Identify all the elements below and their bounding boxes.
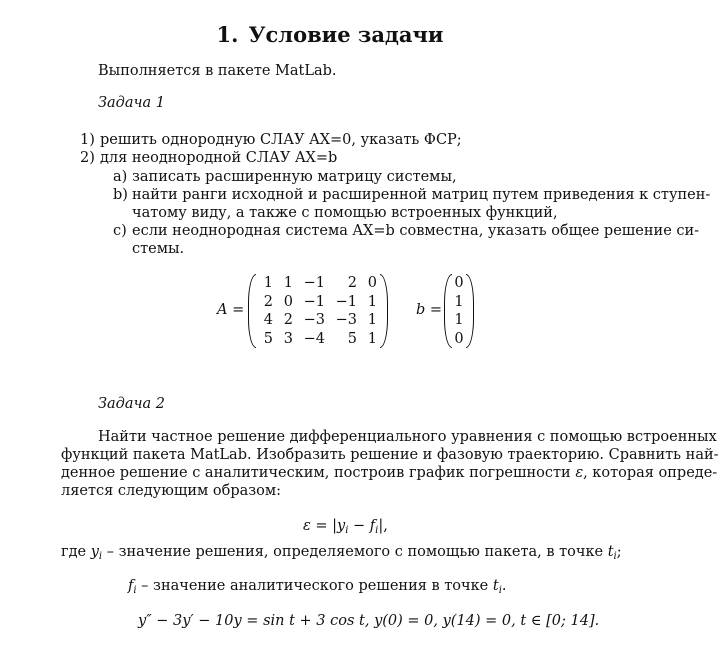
where-t-symbol: t <box>607 544 614 560</box>
where-end: ; <box>616 544 622 560</box>
eps-formula-end: |, <box>378 518 388 534</box>
where-f-line <box>128 577 507 600</box>
matrix-a-cell: 0 <box>283 293 293 310</box>
eps-formula-mid: − f <box>348 518 376 534</box>
eps-formula-start: ε = |y <box>303 518 346 534</box>
matrix-a-cell: −1 <box>303 275 325 291</box>
epsilon-formula <box>303 517 388 540</box>
where-t-sub: i <box>613 551 617 562</box>
matrix-a-cell: 1 <box>283 275 293 291</box>
task2-para-line3 <box>61 464 717 482</box>
vector-b <box>444 274 474 348</box>
matrix-a-cell: −3 <box>335 312 357 328</box>
vector-b-cell: 1 <box>454 312 464 328</box>
matrix-a-cell: −3 <box>303 312 325 328</box>
matrix-a-cell: 3 <box>283 330 293 347</box>
subitem-a-label: a) <box>113 169 128 185</box>
matrix-a-cell: −1 <box>303 293 325 310</box>
eps-sub-i: i <box>345 525 349 536</box>
matrix-a-cell: 0 <box>367 275 377 291</box>
subitem-c-line1: если неоднородная система AX=b совместна, указать общее решение си- <box>132 223 700 239</box>
para-line3-post: , которая опреде- <box>583 465 718 481</box>
matrix-a-cell: 5 <box>347 330 357 347</box>
section-title <box>0 22 660 47</box>
where-y-symbol: y <box>90 544 99 560</box>
matrix-a-label: A = <box>217 302 245 318</box>
vector-b-cell: 1 <box>454 293 464 310</box>
matrix-a-cell: 2 <box>347 275 357 291</box>
matrix-a-cell: −4 <box>303 330 325 347</box>
task2-para-line1: Найти частное решение дифференциального уравнения с помощью встроенных <box>98 429 717 445</box>
matrix-a-grid <box>256 274 380 348</box>
differential-equation: y″ − 3y′ − 10y = sin t + 3 cos t, y(0) = 0, y(14) = 0, t ∈ [0; 14]. <box>138 613 600 629</box>
left-paren <box>444 274 452 348</box>
right-paren <box>466 274 474 348</box>
task1-item2-number: 2) <box>80 150 95 166</box>
f-t-symbol: t <box>492 578 499 594</box>
subitem-c-line2: стемы. <box>132 241 185 257</box>
vector-b-cell: 0 <box>454 275 464 291</box>
matrix-a-cell: 1 <box>367 312 377 328</box>
task1-item1: решить однородную СЛАУ AX=0, указать ФСР; <box>100 132 462 148</box>
subitem-b-line2: чатому виду, а также с помощью встроенных функций, <box>132 205 558 221</box>
section-number: 1. <box>216 22 239 47</box>
subitem-b-label: b) <box>113 187 128 203</box>
matrix-a-cell: 1 <box>367 330 377 347</box>
task1-item1-number: 1) <box>80 132 95 148</box>
f-end: . <box>501 578 507 594</box>
where-prefix: где <box>61 544 91 560</box>
f-text: – значение аналитического решения в точке <box>136 578 493 594</box>
task1-item2: для неоднородной СЛАУ AX=b <box>100 150 338 166</box>
right-paren <box>380 274 388 348</box>
intro-text: Выполняется в пакете MatLab. <box>98 63 337 79</box>
section-title-text: Условие задачи <box>248 22 444 47</box>
matrix-a-cell: 5 <box>263 330 273 347</box>
vector-b-cell: 0 <box>454 330 464 347</box>
f-t-sub: i <box>498 585 502 596</box>
vector-b-grid <box>452 274 466 348</box>
matrix-a-cell: 2 <box>283 312 293 328</box>
para-line3-pre: денное решение с аналитическим, построив график погрешности <box>61 465 571 481</box>
f-sub: i <box>133 585 137 596</box>
matrix-a-cell: 1 <box>263 275 273 291</box>
matrix-a <box>248 274 388 348</box>
where-y-text: – значение решения, определяемого с помощью пакета, в точке <box>102 544 608 560</box>
task2-para-line4: ляется следующим образом: <box>61 483 282 499</box>
task1-heading: Задача 1 <box>98 95 166 111</box>
subitem-b-line1: найти ранги исходной и расширенной матриц путем приведения к ступен- <box>132 187 711 203</box>
matrix-a-cell: 4 <box>263 312 273 328</box>
subitem-a: записать расширенную матрицу системы, <box>132 169 457 185</box>
matrix-a-cell: −1 <box>335 293 357 310</box>
epsilon-symbol: ε <box>575 465 584 481</box>
eps-sub-i2: i <box>375 525 379 536</box>
where-y-sub: i <box>98 551 103 562</box>
task2-para-line2: функций пакета MatLab. Изобразить решение и фазовую траекторию. Сравнить най- <box>61 447 719 463</box>
subitem-c-label: c) <box>113 223 127 239</box>
left-paren <box>248 274 256 348</box>
vector-b-label: b = <box>416 302 443 318</box>
f-symbol: f <box>128 578 134 594</box>
where-y-line <box>61 543 622 566</box>
matrix-a-cell: 1 <box>367 293 377 310</box>
task2-heading: Задача 2 <box>98 396 166 412</box>
matrix-a-cell: 2 <box>263 293 273 310</box>
